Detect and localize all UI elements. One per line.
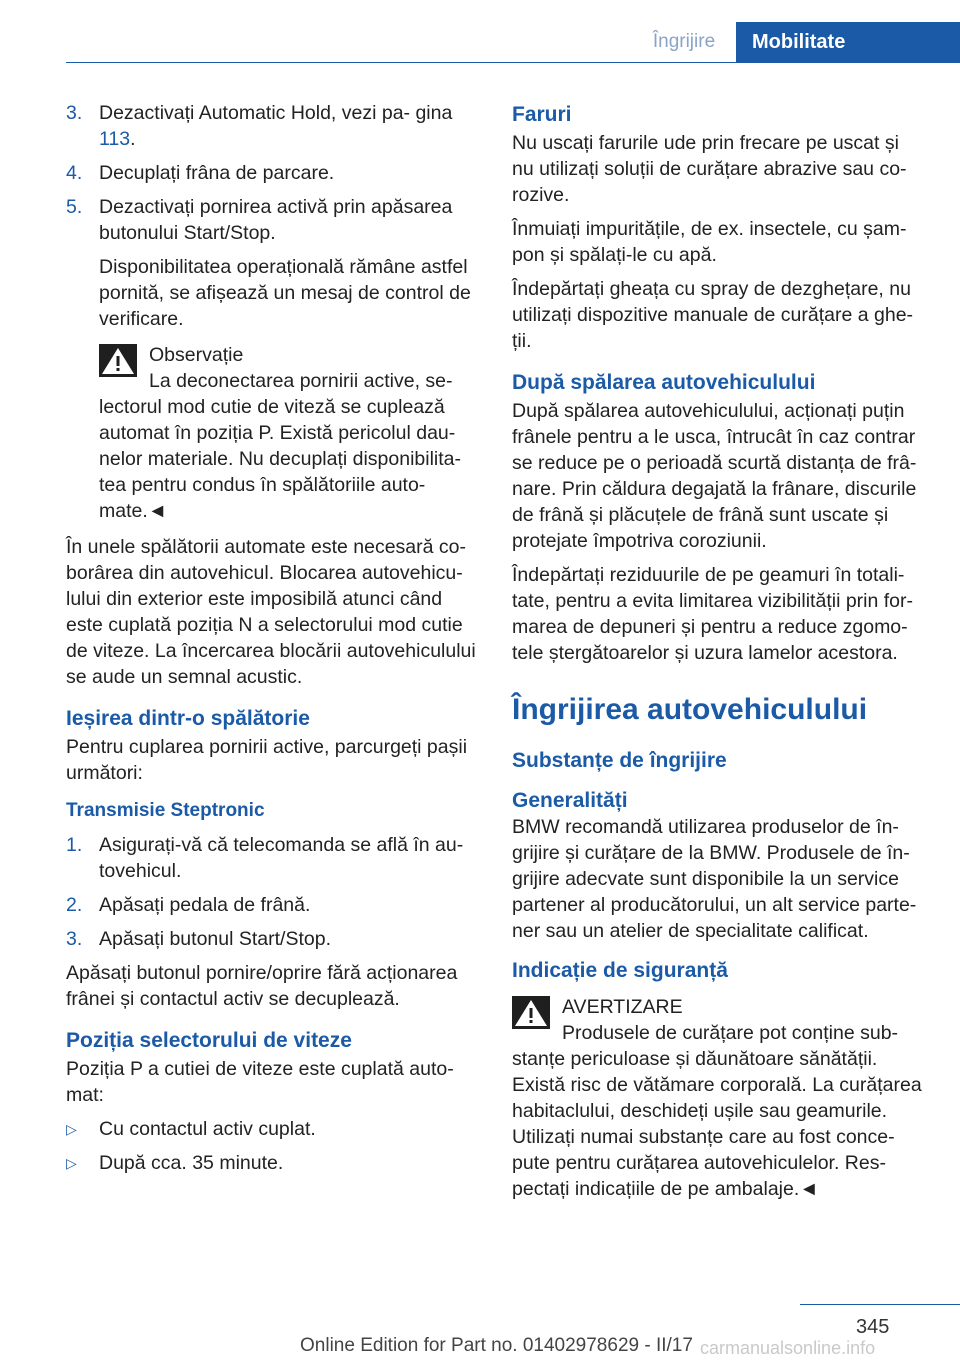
heading-general: Generalități bbox=[512, 789, 628, 812]
list-text-end: . bbox=[130, 128, 136, 150]
list-number: 3. bbox=[66, 928, 83, 950]
list-item bbox=[66, 892, 480, 918]
list-number: 2. bbox=[66, 894, 83, 916]
list-number: 1. bbox=[66, 834, 83, 856]
section-tab: Îngrijire bbox=[652, 31, 716, 52]
paragraph: Înmuiați impuritățile, de ex. insectele, cu șam‐ pon și spălați-le cu apă. bbox=[512, 218, 907, 266]
chapter-tab: Mobilitate bbox=[736, 22, 960, 62]
list-text: Apăsați butonul Start/Stop. bbox=[99, 928, 331, 950]
watermark: carmanualsonline.info bbox=[700, 1338, 876, 1358]
page-header bbox=[0, 22, 960, 62]
bullet-item bbox=[66, 1150, 480, 1176]
list-number: 3. bbox=[66, 102, 83, 124]
paragraph: În unele spălătorii automate este necesară co‐ borârea din autovehicul. Blocarea autovehicu‐ lului din exterior este imposibilă atunci când este cuplată poziția N a selectorului mod cutie de viteze. La încercarea blocării autovehiculului se aude un semnal acustic. bbox=[66, 536, 476, 688]
paragraph: Îndepărtați reziduurile de pe geamuri în totali‐ tate, pentru a evita limitarea vizibilității prin for‐ marea de depuneri și pentru a reduce zgomo‐ tele ștergătoarelor și uzura lamelor acestora. bbox=[512, 564, 913, 664]
paragraph: Poziția P a cutiei de viteze este cuplată auto‐ mat: bbox=[66, 1058, 454, 1106]
heading-steptronic: Transmisie Steptronic bbox=[66, 800, 265, 821]
warning-text: stanțe periculoase și dăunătoare sănătății. Există risc de vătămare corporală. La curățarea habitaclului, deschideți ușile sau geamurile. Utilizați numai substanțe care au fost conce‐ pute pentru curățarea autovehiculelor. Res‐ pectați indicațiile de pe ambalaje.◄ bbox=[512, 1048, 922, 1200]
note-title: Observație bbox=[149, 344, 244, 366]
list-text: Dezactivați Automatic Hold, vezi pa‐ gina bbox=[99, 102, 453, 124]
bullet-item bbox=[66, 1116, 480, 1142]
heading-care-products: Substanțe de îngrijire bbox=[512, 749, 727, 772]
list-item bbox=[66, 194, 480, 246]
list-item bbox=[66, 160, 480, 186]
paragraph: Nu uscați farurile ude prin frecare pe uscat și nu utilizați soluții de curățare abrazive sau co‐ rozive. bbox=[512, 132, 907, 206]
note-text-first: La deconectarea pornirii active, se‐ bbox=[149, 370, 453, 392]
list-subparagraph: Disponibilitatea operațională rămâne astfel pornită, se afișează un mesaj de control de verificare. bbox=[99, 256, 471, 330]
paragraph: BMW recomandă utilizarea produselor de în‐ grijire și curățare de la BMW. Produsele de în‐ grijire adecvate sunt disponibile la un service partener al producătorului, un alt service parte‐ ner sau un atelier de specialitate calificat. bbox=[512, 816, 917, 942]
heading-after-wash: După spălarea autovehiculului bbox=[512, 371, 816, 394]
note-text: lectorul mod cutie de viteză se cuplează automat în poziția P. Există pericolul dau‐ nelor materiale. Nu decuplați disponibilita‐ tea pentru condus în spălătoriile auto‐ mate.◄ bbox=[99, 396, 462, 522]
warning-box bbox=[512, 994, 926, 1046]
list-item bbox=[66, 926, 480, 952]
list-text: Apăsați pedala de frână. bbox=[99, 894, 311, 916]
paragraph: Pentru cuplarea pornirii active, parcurgeți pașii următori: bbox=[66, 736, 468, 784]
warning-triangle-icon bbox=[99, 344, 137, 377]
page-link[interactable]: 113 bbox=[99, 128, 131, 150]
list-text: Decuplați frâna de parcare. bbox=[99, 162, 335, 184]
heading-safety-note: Indicație de siguranță bbox=[512, 959, 728, 982]
paragraph: După spălarea autovehiculului, acționați puțin frânele pentru a le usca, întrucât în caz contrar se reduce pe o perioadă scurtă distanța de frâ‐ nare. Prin căldura degajată la frânare, discurile de frână și plăcuțele de frână sunt uscate și protejate împotriva coroziunii. bbox=[512, 400, 917, 552]
heading-exit: Ieșirea dintr-o spălătorie bbox=[66, 707, 310, 730]
bullet-text: Cu contactul activ cuplat. bbox=[99, 1118, 316, 1140]
header-rule bbox=[66, 62, 960, 63]
paragraph: Îndepărtați gheața cu spray de dezghețare, nu utilizați dispozitive manuale de curățare a ghe‐ ții. bbox=[512, 278, 914, 352]
list-text: Asigurați-vă că telecomanda se află în au‐ tovehicul. bbox=[99, 834, 464, 882]
list-item bbox=[66, 832, 480, 884]
left-column bbox=[66, 100, 480, 1184]
warning-title: AVERTIZARE bbox=[562, 996, 683, 1018]
list-number: 4. bbox=[66, 162, 83, 184]
heading-vehicle-care: Îngrijirea autovehiculului bbox=[512, 693, 868, 726]
paragraph: Apăsați butonul pornire/oprire fără acționarea frânei și contactul activ se decuplează. bbox=[66, 962, 458, 1010]
list-number: 5. bbox=[66, 196, 83, 218]
heading-faruri: Faruri bbox=[512, 103, 572, 126]
edition-text: Online Edition for Part no. 01402978629 - II/17 bbox=[300, 1335, 693, 1356]
page-number: 345 bbox=[856, 1316, 890, 1338]
bullet-triangle-icon: ▷ bbox=[66, 1121, 77, 1137]
right-column bbox=[512, 102, 926, 1210]
list-text: Dezactivați pornirea activă prin apăsarea butonului Start/Stop. bbox=[99, 196, 453, 244]
warning-triangle-icon bbox=[512, 996, 550, 1029]
list-item bbox=[66, 100, 480, 152]
bullet-triangle-icon: ▷ bbox=[66, 1155, 77, 1171]
bullet-text: După cca. 35 minute. bbox=[99, 1152, 284, 1174]
warning-text-first: Produsele de curățare pot conține sub‐ bbox=[562, 1022, 899, 1044]
heading-selector-position: Poziția selectorului de viteze bbox=[66, 1029, 352, 1052]
note-box bbox=[99, 342, 480, 394]
footer-rule bbox=[800, 1304, 960, 1305]
